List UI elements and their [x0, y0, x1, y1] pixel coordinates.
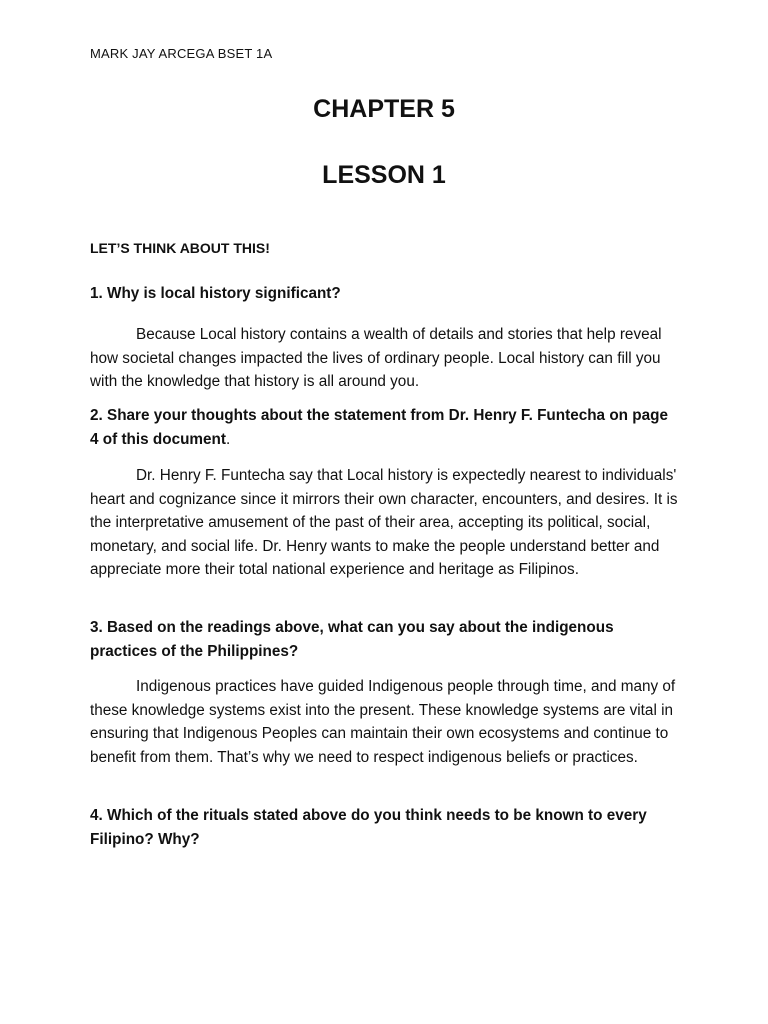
chapter-title: CHAPTER 5	[313, 95, 455, 123]
answer-1: Because Local history contains a wealth of details and stories that help reveal how societal changes impacted the lives of ordinary people. Local history can fill you with the knowledge that history is all around you.	[90, 326, 662, 390]
question-4: 4. Which of the rituals stated above do you think needs to be known to every Filipino? Why?	[90, 807, 647, 848]
lesson-title: LESSON 1	[322, 161, 446, 189]
question-3: 3. Based on the readings above, what can you say about the indigenous practices of the Philippines?	[90, 619, 614, 660]
question-2	[90, 404, 680, 451]
question-2-text: 2. Share your thoughts about the statement from Dr. Henry F. Funtecha on page 4 of this document	[90, 407, 668, 448]
section-title: LET’S THINK ABOUT THIS!	[90, 240, 270, 256]
question-2-period: .	[225, 430, 231, 448]
answer-2: Dr. Henry F. Funtecha say that Local history is expectedly nearest to individuals' heart and cognizance since it mirrors their own character, encounters, and desires. It is the interpretative amusement of the past of their area, accepting its political, social, monetary, and social life. Dr. Henry wants to make the people understand better and appreciate more their total national experience and heritage as Filipinos.	[90, 467, 678, 578]
answer-3: Indigenous practices have guided Indigenous people through time, and many of these knowledge systems exist into the present. These knowledge systems are vital in ensuring that Indigenous Peoples can maintain their own ecosystems and continue to benefit from them. That’s why we need to respect indigenous beliefs or practices.	[90, 678, 676, 766]
author-line: MARK JAY ARCEGA BSET 1A	[90, 46, 273, 61]
question-1: 1. Why is local history significant?	[90, 285, 341, 302]
